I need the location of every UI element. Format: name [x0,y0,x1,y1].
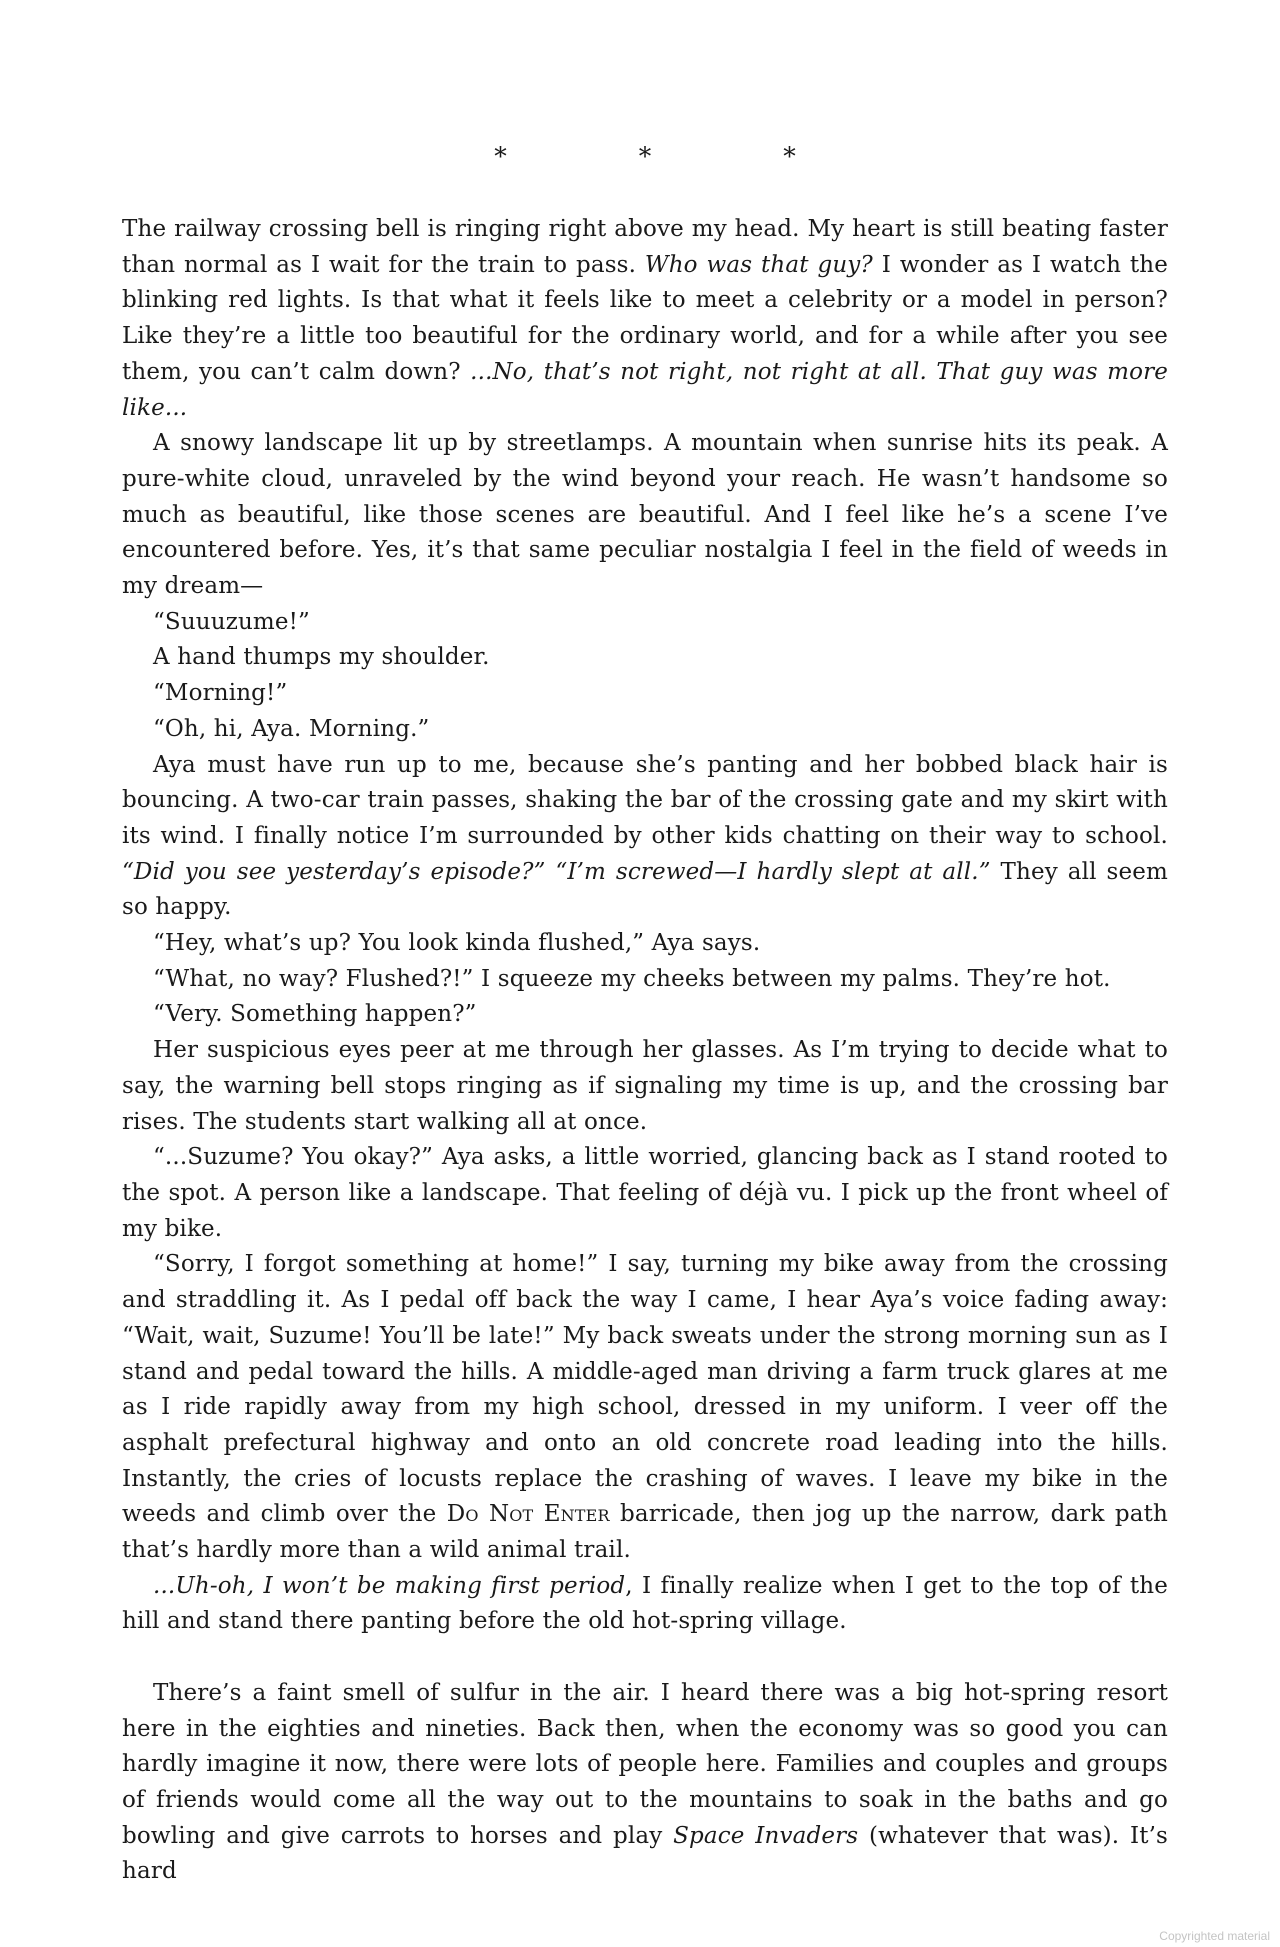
italic-text: Space Invaders [673,1822,859,1849]
paragraph [122,1569,1168,1640]
italic-text: Who was that guy? [644,251,873,278]
text-run: “Hey, what’s up? You look kinda flushed,” Aya says. [153,930,761,957]
text-run: “What, no way? Flushed?!” I squeeze my cheeks between my palms. They’re hot. [153,965,1111,992]
text-run: A snowy landscape lit up by streetlamps. A mountain when sunrise hits its peak. A pure-white cloud, unraveled by the wind beyond your reach. He wasn’t handsome so much as beautiful, like those scenes are beautiful. And I feel like he’s a scene I’ve encountered before. Yes, it’s that same peculiar nostalgia I feel in the field of weeds in my dream— [122,430,1168,600]
italic-text: “Did you see yesterday’s episode?” “I’m screwed—I hardly slept at all.” [122,858,991,885]
text-run: There’s a faint smell of sulfur in the air. I heard there was a big hot-spring resort here in the eighties and nineties. Back then, when the economy was so good you can hardly imagine it now, there were lots of people here. Families and couples and groups of friends would come all the way out to the mountains to soak in the baths and go bowling and give carrots to horses and play [122,1679,1168,1849]
paragraph [122,712,1168,748]
text-run: They all seem so happy. [122,858,1168,921]
text-run: “...Suzume? You okay?” Aya asks, a little worried, glancing back as I stand rooted to the spot. A person like a landscape. That feeling of déjà vu. I pick up the front wheel of my bike. [122,1144,1168,1242]
paragraph [122,640,1168,676]
text-run: I wonder as I watch the blinking red lights. Is that what it feels like to meet a celebrity or a model in person? Like they’re a little too beautiful for the ordinary world, and for a while after you see them, you can’t calm down? [122,251,1169,385]
text-run: A hand thumps my shoulder. [153,644,490,671]
paragraph [122,1140,1168,1247]
paragraph [122,926,1168,962]
paragraph [122,1676,1168,1890]
body-text [122,212,1168,1890]
paragraph [122,605,1168,641]
text-run: , I finally realize when I get to the top of the hill and stand there panting before the old hot-spring village. [122,1572,1169,1635]
paragraph [122,212,1168,426]
text-run: “Suuuzume!” [153,608,310,635]
text-run: Her suspicious eyes peer at me through her glasses. As I’m trying to decide what to say, the warning bell stops ringing as if signaling my time is up, and the crossing bar rises. The students start walking all at once. [122,1037,1168,1135]
text-run: “Morning!” [153,680,288,707]
paragraph [122,426,1168,605]
copyright-watermark: Copyrighted material [1159,1929,1270,1943]
text-run: (whatever that was). It’s hard [122,1822,1168,1885]
small-caps-text: Do Not Enter [446,1501,610,1528]
book-page [122,0,1168,1947]
text-run: The railway crossing bell is ringing right above my head. My heart is still beating faster than normal as I wait for the train to pass. [122,216,1168,278]
text-run: barricade, then jog up the narrow, dark path that’s hardly more than a wild animal trail. [122,1501,1168,1564]
text-run: “Very. Something happen?” [153,1001,477,1028]
paragraph [122,1033,1168,1140]
text-run: “Sorry, I forgot something at home!” I say, turning my bike away from the crossing and straddling it. As I pedal off back the way I came, I hear Aya’s voice fading away: “Wait, wait, Suzume! You’ll be late!” My back sweats under the strong morning sun as I stand and pedal toward the hills. A middle-aged man driving a farm truck glares at me as I ride rapidly away from my high school, dressed in my uniform. I veer off the asphalt prefectural highway and onto an old concrete road leading into the hills. Instantly, the cries of locusts replace the crashing of waves. I leave my bike in the weeds and climb over the [122,1251,1168,1528]
italic-text: ...No, that’s not right, not right at all. That guy was more like... [122,358,1168,421]
paragraph [122,1247,1168,1568]
text-run: “Oh, hi, Aya. Morning.” [153,715,430,742]
paragraph [122,997,1168,1033]
paragraph [122,748,1168,927]
scene-break: * * * [494,142,858,171]
paragraph [122,962,1168,998]
paragraph [122,676,1168,712]
text-run: Aya must have run up to me, because she’s panting and her bobbed black hair is bouncing. A two-car train passes, shaking the bar of the crossing gate and my skirt with its wind. I finally notice I’m surrounded by other kids chatting on their way to school. [122,751,1168,849]
italic-text: ...Uh-oh, I won’t be making first period [153,1572,626,1599]
